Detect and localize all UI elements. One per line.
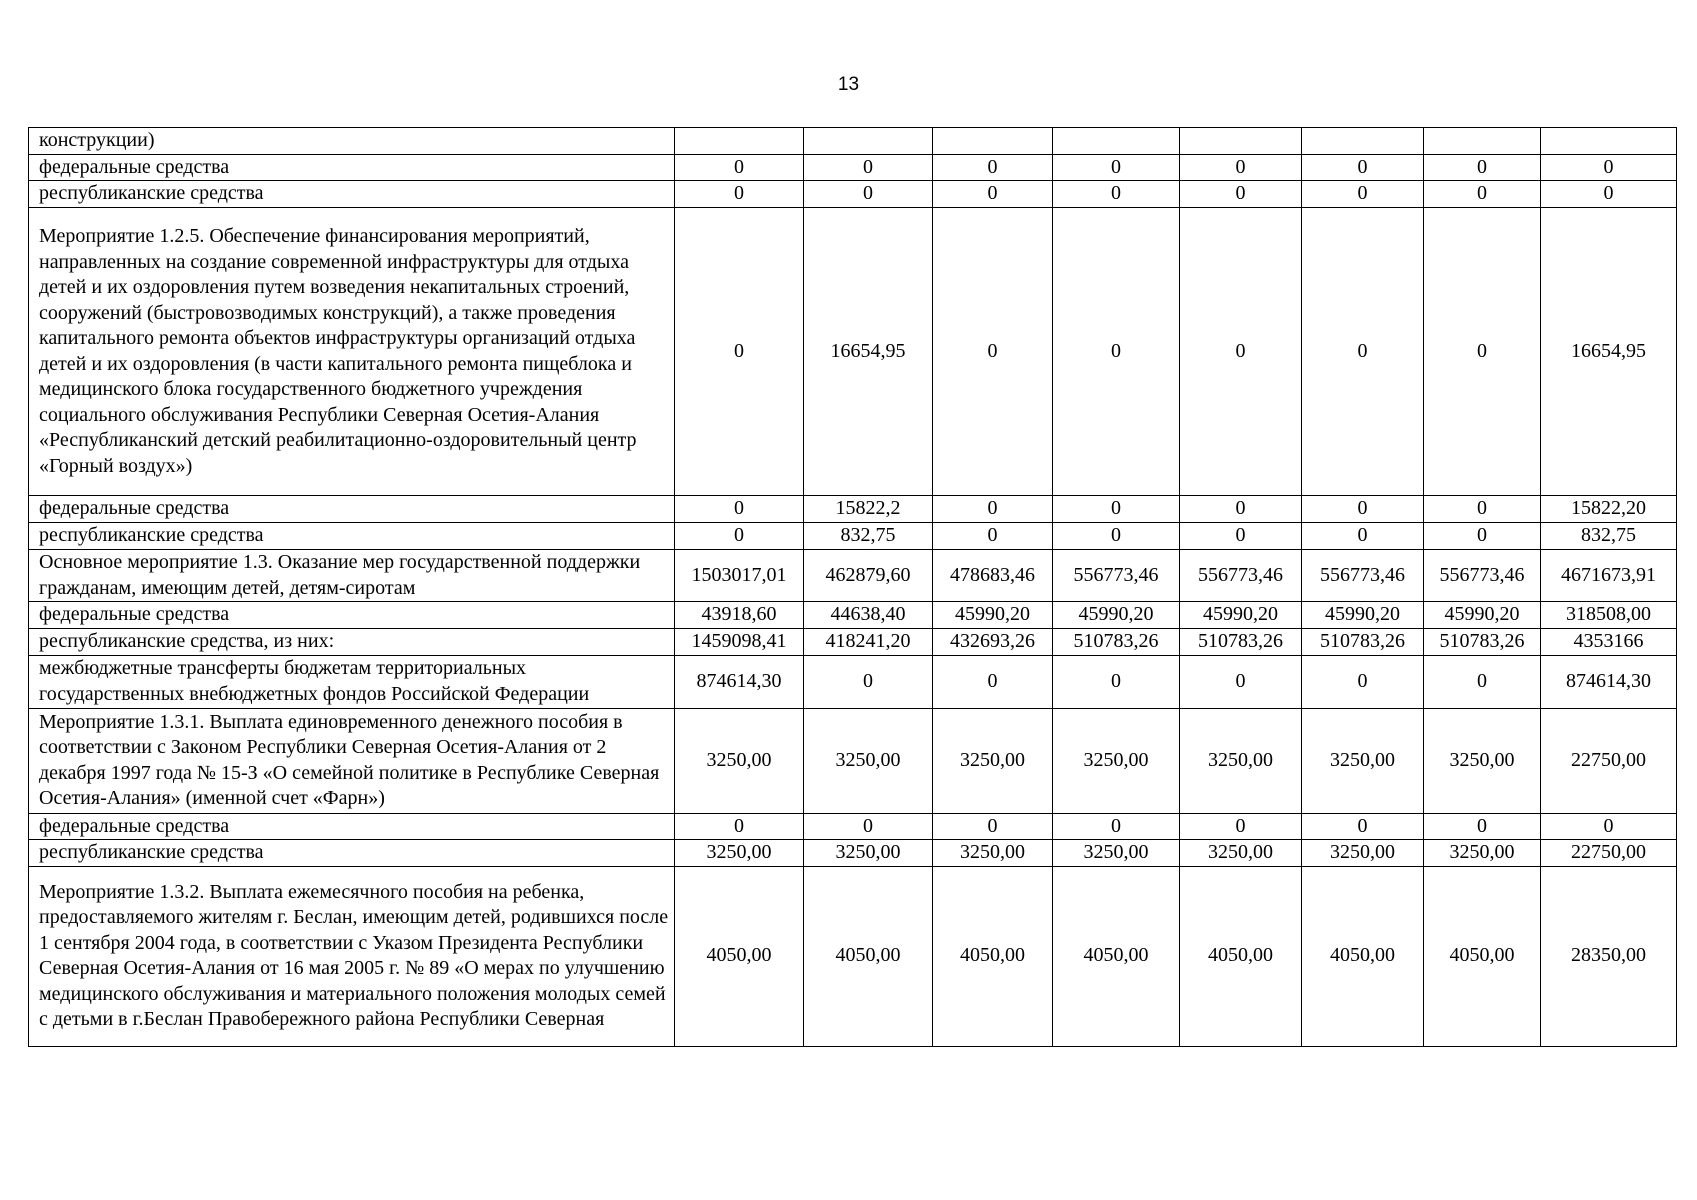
value-cell (1180, 128, 1302, 155)
value-cell: 0 (933, 655, 1053, 708)
value-cell: 0 (1180, 523, 1302, 550)
value-cell: 432693,26 (933, 628, 1053, 655)
table-row (29, 628, 1677, 655)
value-cell: 874614,30 (675, 655, 804, 708)
value-cell: 22750,00 (1541, 840, 1677, 867)
value-cell: 0 (1424, 154, 1541, 181)
value-cell: 0 (933, 496, 1053, 523)
value-cell: 0 (1302, 181, 1424, 208)
value-cell: 45990,20 (1424, 602, 1541, 629)
value-cell: 3250,00 (804, 840, 933, 867)
value-cell: 45990,20 (1180, 602, 1302, 629)
table-row (29, 550, 1677, 602)
value-cell: 3250,00 (675, 840, 804, 867)
value-cell: 556773,46 (1424, 550, 1541, 602)
value-cell: 4050,00 (1424, 866, 1541, 1046)
value-cell: 510783,26 (1053, 628, 1180, 655)
value-cell: 0 (804, 813, 933, 840)
table-row (29, 840, 1677, 867)
row-label: федеральные средства (29, 813, 675, 840)
table-row (29, 496, 1677, 523)
value-cell: 3250,00 (804, 708, 933, 813)
table-row (29, 208, 1677, 496)
value-cell: 0 (1424, 655, 1541, 708)
value-cell: 3250,00 (1180, 840, 1302, 867)
value-cell: 0 (1053, 523, 1180, 550)
value-cell: 418241,20 (804, 628, 933, 655)
table-row (29, 154, 1677, 181)
value-cell: 510783,26 (1424, 628, 1541, 655)
value-cell: 0 (1541, 813, 1677, 840)
value-cell: 4050,00 (1302, 866, 1424, 1046)
value-cell: 3250,00 (1053, 840, 1180, 867)
value-cell: 318508,00 (1541, 602, 1677, 629)
value-cell: 0 (675, 181, 804, 208)
value-cell: 556773,46 (1180, 550, 1302, 602)
value-cell: 0 (1302, 655, 1424, 708)
value-cell: 43918,60 (675, 602, 804, 629)
value-cell: 832,75 (804, 523, 933, 550)
value-cell (804, 128, 933, 155)
value-cell: 44638,40 (804, 602, 933, 629)
value-cell: 0 (1302, 208, 1424, 496)
value-cell: 0 (1180, 813, 1302, 840)
value-cell: 0 (933, 154, 1053, 181)
value-cell: 478683,46 (933, 550, 1053, 602)
value-cell: 28350,00 (1541, 866, 1677, 1046)
value-cell (1424, 128, 1541, 155)
value-cell: 0 (675, 496, 804, 523)
value-cell: 556773,46 (1053, 550, 1180, 602)
row-label: конструкции) (29, 128, 675, 155)
table-row (29, 523, 1677, 550)
value-cell: 22750,00 (1541, 708, 1677, 813)
value-cell: 4050,00 (1180, 866, 1302, 1046)
value-cell: 510783,26 (1302, 628, 1424, 655)
table-row (29, 708, 1677, 813)
value-cell: 0 (1424, 496, 1541, 523)
value-cell: 0 (1180, 208, 1302, 496)
row-label: федеральные средства (29, 602, 675, 629)
value-cell: 0 (1424, 181, 1541, 208)
value-cell: 0 (804, 181, 933, 208)
value-cell: 0 (675, 523, 804, 550)
value-cell: 3250,00 (1302, 840, 1424, 867)
value-cell: 4050,00 (675, 866, 804, 1046)
value-cell (1053, 128, 1180, 155)
table-row (29, 128, 1677, 155)
value-cell: 0 (675, 813, 804, 840)
value-cell: 874614,30 (1541, 655, 1677, 708)
value-cell: 0 (1302, 813, 1424, 840)
value-cell: 556773,46 (1302, 550, 1424, 602)
value-cell: 3250,00 (1424, 840, 1541, 867)
value-cell: 0 (1053, 655, 1180, 708)
table-body (29, 128, 1677, 1047)
budget-table (28, 127, 1677, 1047)
value-cell (1541, 128, 1677, 155)
value-cell: 0 (804, 154, 933, 181)
value-cell: 0 (1180, 496, 1302, 523)
value-cell: 462879,60 (804, 550, 933, 602)
value-cell: 0 (1541, 154, 1677, 181)
table-row (29, 181, 1677, 208)
value-cell: 45990,20 (933, 602, 1053, 629)
row-label: Основное мероприятие 1.3. Оказание мер государственной поддержки гражданам, имеющим детей, детям-сиротам (29, 550, 675, 602)
row-label: Мероприятие 1.3.2. Выплата ежемесячного пособия на ребенка, предоставляемого жителям г. Беслан, имеющим детей, родившихся после 1 сентября 2004 года, в соответствии с Указом Президента Республики Северная Осетия-Алания от 16 мая 2005 г. № 89 «О мерах по улучшению медицинского обслуживания и материального положения молодых семей с детьми в г.Беслан Правобережного района Республики Северная (29, 866, 675, 1046)
value-cell: 3250,00 (1424, 708, 1541, 813)
value-cell: 3250,00 (1302, 708, 1424, 813)
table-row (29, 602, 1677, 629)
row-label: межбюджетные трансферты бюджетам территориальных государственных внебюджетных фондов Российской Федерации (29, 655, 675, 708)
value-cell: 0 (1302, 496, 1424, 523)
value-cell: 0 (804, 655, 933, 708)
value-cell: 16654,95 (804, 208, 933, 496)
value-cell: 3250,00 (933, 840, 1053, 867)
value-cell: 0 (933, 208, 1053, 496)
value-cell: 4050,00 (933, 866, 1053, 1046)
value-cell: 0 (1053, 208, 1180, 496)
value-cell: 0 (1180, 154, 1302, 181)
value-cell: 3250,00 (1053, 708, 1180, 813)
value-cell: 45990,20 (1302, 602, 1424, 629)
value-cell: 0 (675, 154, 804, 181)
value-cell: 0 (933, 523, 1053, 550)
value-cell: 0 (933, 181, 1053, 208)
row-label: федеральные средства (29, 496, 675, 523)
value-cell: 0 (1302, 154, 1424, 181)
page-number: 13 (837, 74, 860, 95)
value-cell: 15822,2 (804, 496, 933, 523)
value-cell: 3250,00 (1180, 708, 1302, 813)
row-label: республиканские средства (29, 523, 675, 550)
value-cell: 0 (1180, 655, 1302, 708)
table-row (29, 655, 1677, 708)
value-cell: 3250,00 (933, 708, 1053, 813)
value-cell: 3250,00 (675, 708, 804, 813)
table-row (29, 813, 1677, 840)
table-row (29, 866, 1677, 1046)
value-cell: 0 (1424, 523, 1541, 550)
value-cell (1302, 128, 1424, 155)
value-cell: 510783,26 (1180, 628, 1302, 655)
value-cell: 4050,00 (1053, 866, 1180, 1046)
value-cell: 1503017,01 (675, 550, 804, 602)
value-cell: 0 (1053, 154, 1180, 181)
value-cell: 0 (1180, 181, 1302, 208)
row-label: республиканские средства, из них: (29, 628, 675, 655)
value-cell: 0 (675, 208, 804, 496)
value-cell: 0 (1424, 813, 1541, 840)
value-cell: 0 (933, 813, 1053, 840)
value-cell: 0 (1541, 181, 1677, 208)
value-cell: 0 (1302, 523, 1424, 550)
value-cell (675, 128, 804, 155)
row-label: республиканские средства (29, 181, 675, 208)
row-label: федеральные средства (29, 154, 675, 181)
value-cell: 4050,00 (804, 866, 933, 1046)
value-cell: 16654,95 (1541, 208, 1677, 496)
row-label: республиканские средства (29, 840, 675, 867)
value-cell: 0 (1053, 496, 1180, 523)
value-cell (933, 128, 1053, 155)
value-cell: 45990,20 (1053, 602, 1180, 629)
value-cell: 0 (1424, 208, 1541, 496)
value-cell: 832,75 (1541, 523, 1677, 550)
value-cell: 0 (1053, 813, 1180, 840)
row-label: Мероприятие 1.3.1. Выплата единовременного денежного пособия в соответствии с Законом Республики Северная Осетия-Алания от 2 декабря 1997 года № 15-З «О семейной политике в Республике Северная Осетия-Алания» (именной счет «Фарн») (29, 708, 675, 813)
value-cell: 1459098,41 (675, 628, 804, 655)
value-cell: 4671673,91 (1541, 550, 1677, 602)
value-cell: 4353166 (1541, 628, 1677, 655)
row-label: Мероприятие 1.2.5. Обеспечение финансирования мероприятий, направленных на создание современной инфраструктуры для отдыха детей и их оздоровления путем возведения некапитальных строений, сооружений (быстровозводимых конструкций), а также проведения капитального ремонта объектов инфраструктуры организаций отдыха детей и их оздоровления (в части капитального ремонта пищеблока и медицинского блока государственного бюджетного учреждения социального обслуживания Республики Северная Осетия-Алания «Республиканский детский реабилитационно-оздоровительный центр «Горный воздух») (29, 208, 675, 496)
value-cell: 0 (1053, 181, 1180, 208)
value-cell: 15822,20 (1541, 496, 1677, 523)
